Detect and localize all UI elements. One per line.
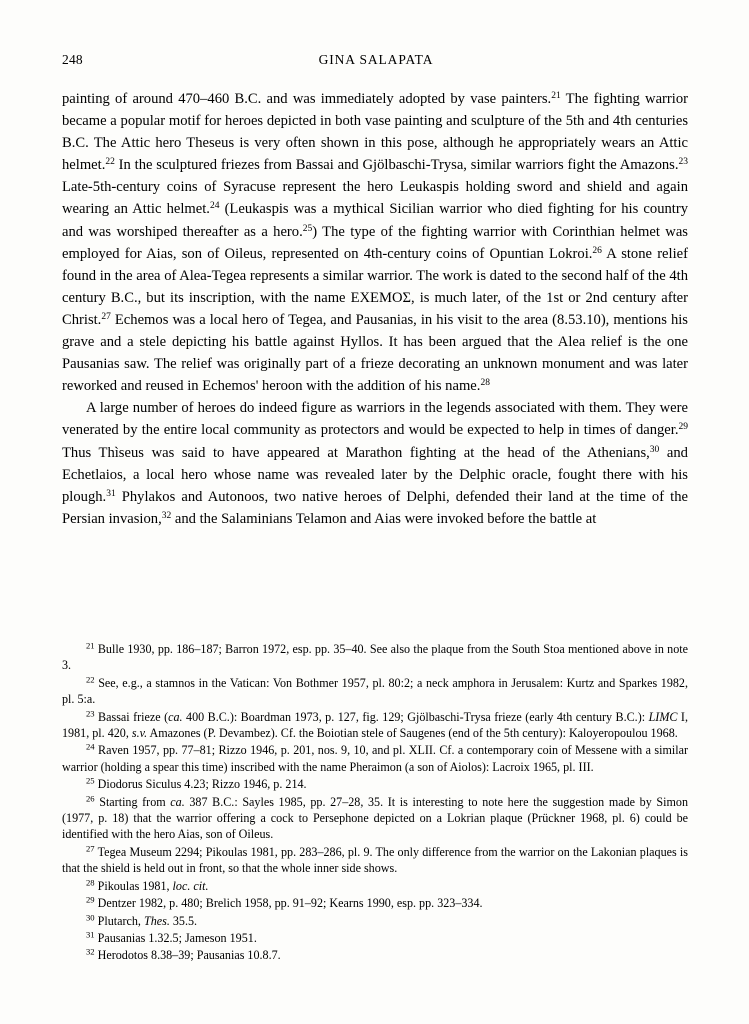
footnote: $^{30}$ Plutarch, Thes. 35.5.	[86, 912, 198, 928]
footnote: $^{28}$ Pikoulas 1981, loc. cit.	[86, 877, 209, 893]
footnote: $^{21}$ Bulle 1930, pp. 186–187; Barron 1972, esp. pp. 35–40. See also the plaque from the South Stoa mentioned above in note 3.	[62, 640, 688, 673]
footnote: $^{32}$ Herodotos 8.38–39; Pausanias 10.8.7.	[86, 947, 281, 963]
running-head: GINA SALAPATA	[318, 52, 434, 67]
footnote: $^{31}$ Pausanias 1.32.5; Jameson 1951.	[86, 929, 257, 945]
page-header	[62, 52, 690, 72]
footnote: $^{22}$ See, e.g., a stamnos in the Vatican: Von Bothmer 1957, pl. 80:2; a neck amphora in Jerusalem: Kurtz and Sparkes 1982, pl. 5:a.	[62, 674, 688, 707]
footnote: $^{26}$ Starting from ca. 387 B.C.: Sayles 1985, pp. 27–28, 35. It is interesting to note here the suggestion made by Simon (1977, p. 18) that the warrior offering a cock to Persephone depicted on a Lokrian plaque (Prückner 1968, pl. 6) could be identified with the hero Aias, son of Oileus.	[62, 793, 688, 842]
page-number: 248	[62, 52, 83, 67]
footnote: $^{23}$ Bassai frieze (ca. 400 B.C.): Boardman 1973, p. 127, fig. 129; Gjölbaschi-Trysa frieze (early 4th century B.C.): LIMC I, 1981, pl. 420, s.v. Amazones (P. Devambez). Cf. the Boiotian stele of Saugenes (end of the 5th century): Kaloyeropoulou 1968.	[62, 708, 688, 741]
footnote: $^{24}$ Raven 1957, pp. 77–81; Rizzo 1946, p. 201, nos. 9, 10, and pl. XLII. Cf. a contemporary coin of Messene with a similar warrior (holding a spear this time) inscribed with the name Pheraimon (a son of Aiolos): Lacroix 1965, pl. III.	[62, 742, 688, 774]
footnotes-block	[62, 641, 688, 965]
body-text-column	[62, 88, 688, 530]
footnote: $^{27}$ Tegea Museum 2294; Pikoulas 1981, pp. 283–286, pl. 9. The only difference from the warrior on the Lakonian plaques is that the shield is held out in front, so that the whole inner side shows.	[62, 843, 688, 876]
footnote: $^{29}$ Dentzer 1982, p. 480; Brelich 1958, pp. 91–92; Kearns 1990, esp. pp. 323–334.	[86, 894, 483, 911]
paragraph: A large number of heroes do indeed figure as warriors in the legends associated with them. They were venerated by the entire local community as protectors and would be expected to help in times of danger.$^{29}$ Thus Thìseus was said to have appeared at Marathon fighting at the head of the Athenians,$^{30}$ and Echetlaios, a local hero whose name was revealed later by the Delphic oracle, fought there with his plough.$^{31}$ Phylakos and Autonoos, two native heroes of Delphi, defended their land at the time of the Persian invasion,$^{32}$ and the Salaminians Telamon and Aias were invoked before the battle at	[62, 400, 688, 527]
paragraph: painting of around 470–460 B.C. and was immediately adopted by vase painters.$^{21}$ The fighting warrior became a popular motif for heroes depicted in both vase painting and sculpture of the 5th and 4th centuries B.C. The Attic hero Theseus is very often shown in this pose, although he appropriately wears an Attic helmet.$^{22}$ In the sculptured friezes from Bassai and Gjölbaschi-Trysa, similar warriors fight the Amazons.$^{23}$ Late-5th-century coins of Syracuse represent the hero Leukaspis holding sword and shield and again wearing an Attic helmet.$^{24}$ (Leukaspis was a mythical Sicilian warrior who died fighting for his country and was worshiped thereafter as a hero.$^{25}$) The type of the fighting warrior with Corinthian helmet was employed for Aias, son of Oileus, represented on 4th-century coins of Opuntian Lokroi.$^{26}$ A stone relief found in the area of Alea-Tegea represents a similar warrior. The work is dated to the second half of the 4th century B.C., but its inscription, with the name ΕΧΕΜΟΣ, is much later, of the 1st or 2nd century after Christ.$^{27}$ Echemos was a local hero of Tegea, and Pausanias, in his visit to the area (8.53.10), mentions his grave and a stele depicting his battle against Hyllos. It has been argued that the Alea relief is the one Pausanias saw. The relief was originally part of a frieze decorating an unknown monument and was later reworked and reused in Echemos' heroon with the addition of his name.$^{28}$	[62, 90, 688, 395]
footnote: $^{25}$ Diodorus Siculus 4.23; Rizzo 1946, p. 214.	[86, 775, 307, 792]
